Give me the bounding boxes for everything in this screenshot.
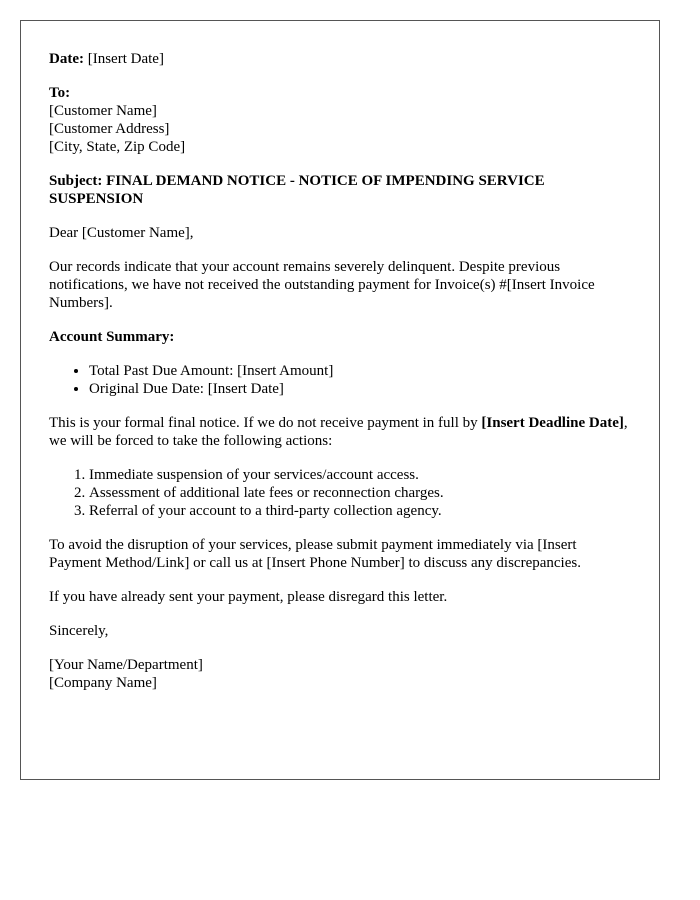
payment-paragraph: To avoid the disruption of your services, please submit payment immediately via [Insert Payment Method/Link] or call us at [Insert Phone Number] to discuss any discrepancies. <box>49 537 581 571</box>
closing: Sincerely, <box>49 623 109 639</box>
recipient-city-state-zip: [City, State, Zip Code] <box>49 139 186 155</box>
action-item-late-fees: 2. Assessment of additional late fees or reconnection charges. <box>89 484 631 502</box>
date-label: Date: <box>49 51 84 67</box>
date-value: [Insert Date] <box>87 51 164 67</box>
subject-text: FINAL DEMAND NOTICE - NOTICE OF IMPENDING SERVICE SUSPENSION <box>49 173 545 207</box>
action-item-collection: 3. Referral of your account to a third-party collection agency. <box>89 502 631 520</box>
action-item-suspension: 1. Immediate suspension of your services/account access. <box>89 466 631 484</box>
disregard-paragraph: If you have already sent your payment, please disregard this letter. <box>49 589 448 605</box>
account-summary-item-due-date: • Original Due Date: [Insert Date] <box>89 380 631 398</box>
signature-company: [Company Name] <box>49 675 157 691</box>
intro-paragraph: Our records indicate that your account remains severely delinquent. Despite previous notifications, we have not received the outstanding payment for Invoice(s) #[Insert Invoice Numbers]. <box>49 259 595 311</box>
account-summary-item-past-due: • Total Past Due Amount: [Insert Amount] <box>89 362 631 380</box>
account-summary-heading-text: Account Summary: <box>49 329 175 345</box>
date-line <box>49 50 631 68</box>
actions-list <box>49 466 631 520</box>
to-label: To: <box>49 85 71 101</box>
recipient-block <box>49 84 631 156</box>
recipient-name: [Customer Name] <box>49 103 157 119</box>
signature-name-department: [Your Name/Department] <box>49 657 203 673</box>
notice-suffix: , we will be forced to take the following actions: <box>49 415 628 449</box>
account-summary-list <box>49 362 631 398</box>
signature-block <box>49 656 631 692</box>
account-summary-heading <box>49 328 631 346</box>
demand-letter <box>20 20 660 780</box>
final-notice-paragraph <box>49 414 631 450</box>
recipient-address: [Customer Address] <box>49 121 170 137</box>
salutation: Dear [Customer Name], <box>49 225 194 241</box>
notice-deadline: [Insert Deadline Date] <box>481 415 624 431</box>
subject-line <box>49 172 631 208</box>
notice-prefix: This is your formal final notice. If we do not receive payment in full by <box>49 415 482 431</box>
subject-label: Subject: <box>49 173 103 189</box>
